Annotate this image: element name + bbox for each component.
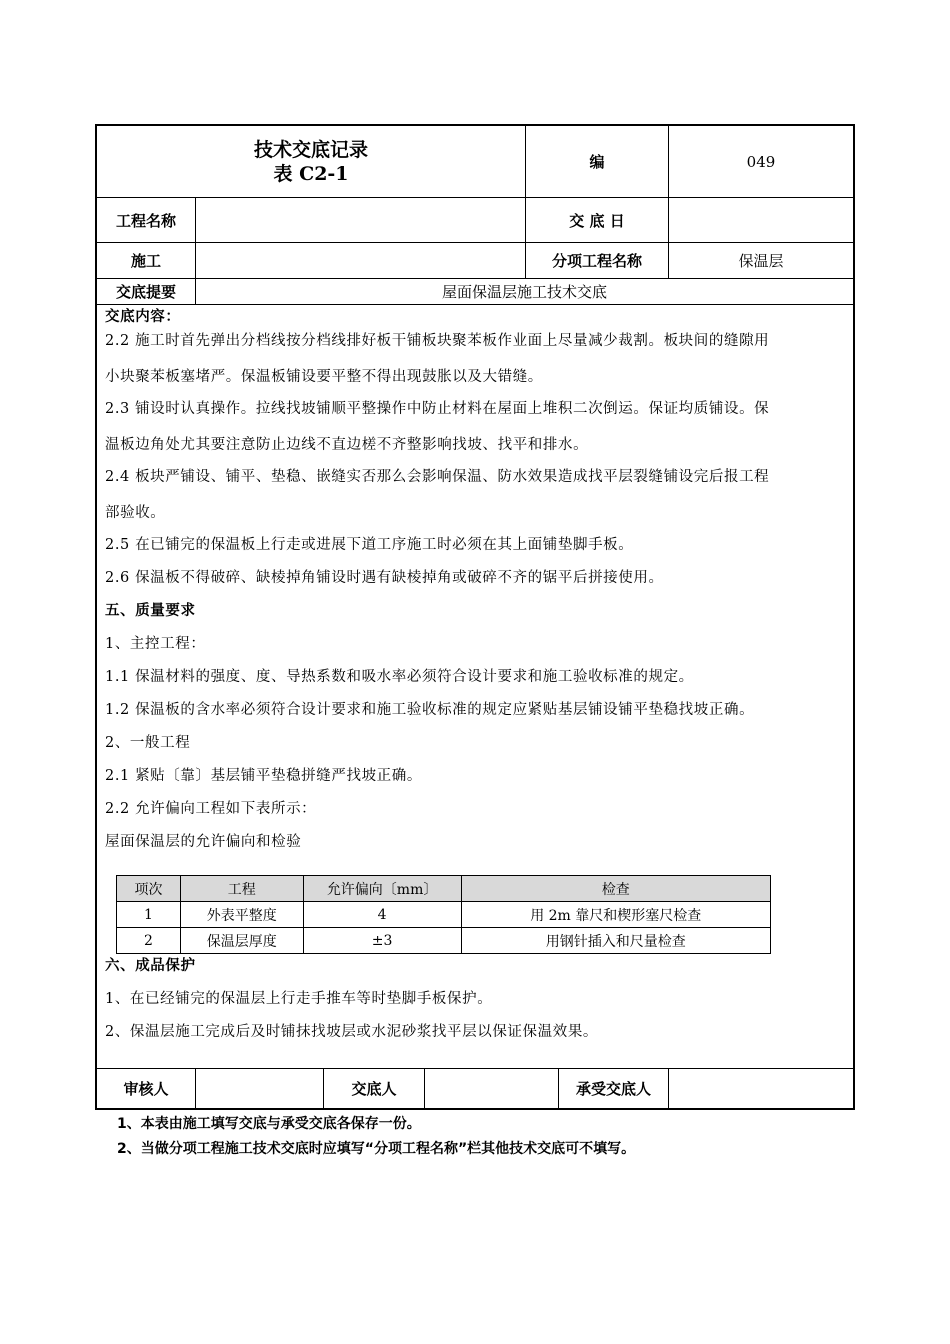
table-header-cell: 检查 — [461, 876, 771, 902]
content-paragraph: 温板边角处尤其要注意防止边线不直边槎不齐整影响找坡、找平和排水。 — [105, 437, 589, 453]
note-line: 1、本表由施工填写交底与承受交底各保存一份。 — [117, 1116, 421, 1132]
note-line: 2、当做分项工程施工技术交底时应填写“分项工程名称”栏其他技术交底可不填写。 — [117, 1141, 636, 1157]
project-name-label: 工程名称 — [115, 211, 176, 230]
construction-label: 施工 — [130, 252, 161, 270]
reviewer-label: 审核人 — [123, 1080, 169, 1098]
content-paragraph: 部验收。 — [105, 505, 166, 521]
discloser-label: 交底人 — [351, 1080, 397, 1098]
quality-heading: 五、质量要求 — [105, 603, 196, 619]
content-paragraph: 2.1 紧贴〔靠〕基层铺平垫稳拼缝严找坡正确。 — [105, 768, 422, 784]
date-label: 交 底 日 — [569, 211, 625, 230]
table-header-cell: 项次 — [117, 876, 181, 902]
content-paragraph: 2.2 施工时首先弹出分档线按分档线排好板干铺板块聚苯板作业面上尽量减少裁割。板块间的缝隙用 — [105, 333, 770, 349]
disclosure-content — [105, 307, 847, 852]
content-paragraph: 1.1 保温材料的强度、度、导热系数和吸水率必须符合设计要求和施工验收标准的规定。 — [105, 669, 694, 685]
table-row — [117, 928, 771, 954]
table-cell: 用钢针插入和尺量检查 — [461, 928, 771, 954]
form-title-line2: 表 C2-1 — [273, 162, 349, 185]
discloser-field[interactable] — [425, 1069, 558, 1108]
protection-heading: 六、成品保护 — [105, 958, 196, 974]
receiver-field[interactable] — [669, 1069, 853, 1108]
table-cell: 外表平整度 — [180, 902, 303, 928]
date-field[interactable] — [669, 198, 853, 242]
deviation-table-caption: 屋面保温层的允许偏向和检验 — [105, 834, 302, 850]
protection-content — [105, 956, 847, 1042]
form-notes — [117, 1112, 635, 1162]
content-paragraph: 1、在已经铺完的保温层上行走手推车等时垫脚手板保护。 — [105, 991, 493, 1007]
content-paragraph: 2、一般工程 — [105, 735, 191, 751]
code-value: 049 — [746, 152, 776, 171]
content-paragraph: 1.2 保温板的含水率必须符合设计要求和施工验收标准的规定应紧贴基层铺设铺平垫稳找坡正确。 — [105, 702, 755, 718]
content-heading: 交底内容： — [105, 309, 181, 325]
table-row — [117, 902, 771, 928]
project-name-field[interactable] — [196, 198, 525, 242]
table-cell: 1 — [117, 902, 181, 928]
construction-field[interactable] — [196, 243, 525, 278]
code-label: 编 — [589, 153, 605, 171]
reviewer-field[interactable] — [196, 1069, 323, 1108]
content-paragraph: 2.4 板块严铺设、铺平、垫稳、嵌缝实否那么会影响保温、防水效果造成找平层裂缝铺设完后报工程 — [105, 469, 770, 485]
table-cell: 4 — [303, 902, 461, 928]
table-header-cell: 工程 — [180, 876, 303, 902]
content-paragraph: 2.2 允许偏向工程如下表所示： — [105, 801, 317, 817]
content-paragraph: 2.5 在已铺完的保温板上行走或进展下道工序施工时必须在其上面铺垫脚手板。 — [105, 537, 634, 553]
content-paragraph: 2.3 铺设时认真操作。拉线找坡铺顺平整操作中防止材料在屋面上堆积二次倒运。保证均质铺设。保 — [105, 401, 770, 417]
content-paragraph: 小块聚苯板塞堵严。保温板铺设要平整不得出现鼓胀以及大错缝。 — [105, 369, 543, 385]
summary-value: 屋面保温层施工技术交底 — [441, 283, 607, 301]
summary-label: 交底提要 — [115, 283, 176, 301]
table-header-row — [117, 876, 771, 902]
deviation-table — [116, 875, 771, 954]
table-cell: 2 — [117, 928, 181, 954]
table-cell: 用 2m 靠尺和楔形塞尺检查 — [461, 902, 771, 928]
sub-project-value[interactable]: 保温层 — [738, 252, 784, 270]
content-paragraph: 1、主控工程： — [105, 636, 206, 652]
sub-project-label: 分项工程名称 — [551, 252, 642, 270]
table-cell: ±3 — [303, 928, 461, 954]
table-header-cell: 允许偏向〔mm〕 — [303, 876, 461, 902]
table-cell: 保温层厚度 — [180, 928, 303, 954]
form-title-line1: 技术交底记录 — [253, 138, 368, 161]
form-title — [97, 126, 525, 197]
receiver-label: 承受交底人 — [575, 1080, 651, 1098]
content-paragraph: 2、保温层施工完成后及时铺抹找坡层或水泥砂浆找平层以保证保温效果。 — [105, 1024, 599, 1040]
content-paragraph: 2.6 保温板不得破碎、缺棱掉角铺设时遇有缺棱掉角或破碎不齐的锯平后拼接使用。 — [105, 570, 664, 586]
